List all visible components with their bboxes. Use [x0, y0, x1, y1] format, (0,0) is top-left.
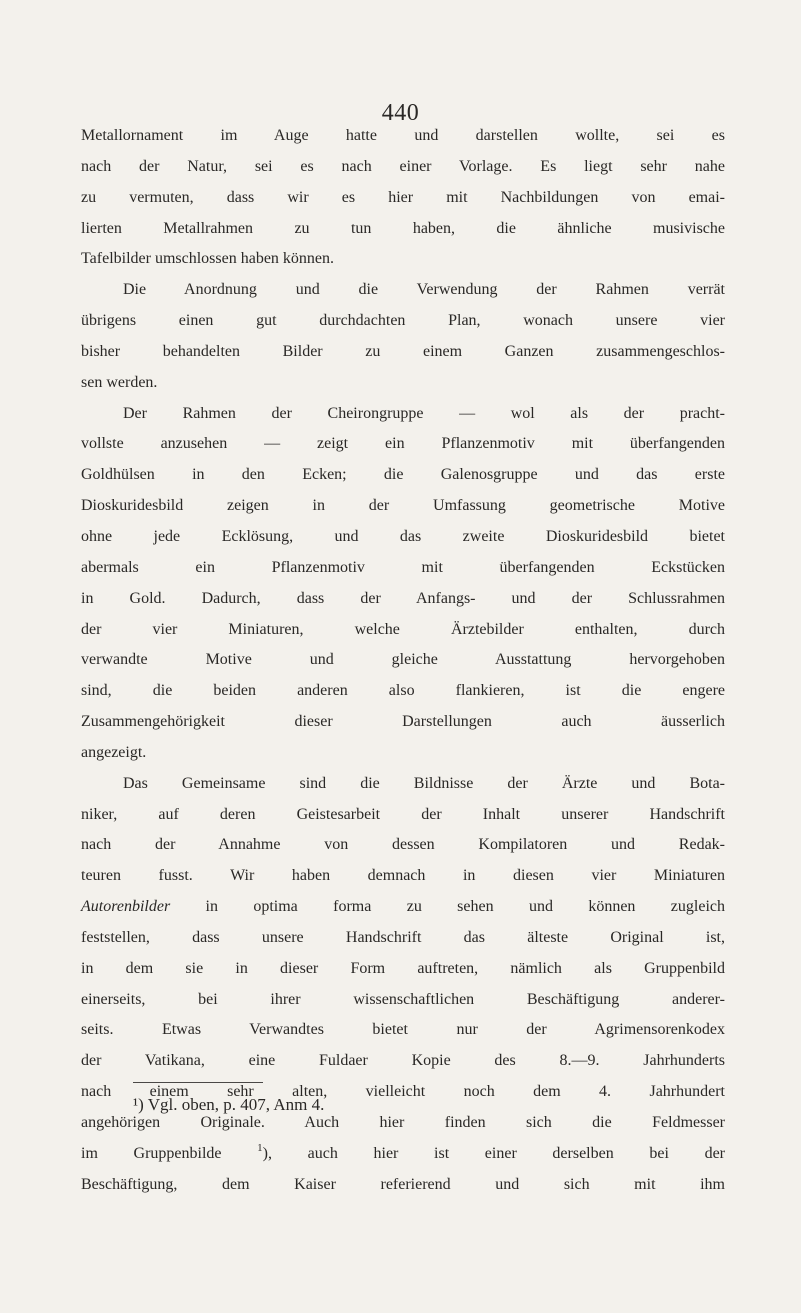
text-line: übrigens einen gut durchdachten Plan, wonach unsere vier	[81, 312, 725, 330]
text-line: sen werden.	[81, 373, 158, 391]
text-line: Metallornament im Auge hatte und darstellen wollte, sei es	[81, 127, 725, 144]
text-span: ), auch hier ist einer derselben bei der	[262, 1144, 725, 1162]
footnote-divider	[133, 1082, 263, 1083]
text-line: Der Rahmen der Cheirongruppe — wol als der pracht-	[123, 404, 725, 422]
text-line: Zusammengehörigkeit dieser Darstellungen auch äusserlich	[81, 713, 725, 731]
paragraph-2	[81, 281, 725, 404]
text-line	[81, 898, 725, 929]
paragraph-1	[81, 127, 725, 281]
text-line: angezeigt.	[81, 743, 147, 761]
text-line: Dioskuridesbild zeigen in der Umfassung geometrische Motive	[81, 497, 725, 515]
text-line: niker, auf deren Geistesarbeit der Inhalt unserer Handschrift	[81, 805, 725, 823]
text-line: in dem sie in dieser Form auftreten, nämlich als Gruppenbild	[81, 959, 725, 977]
footnote	[133, 1094, 324, 1116]
text-line: ohne jede Ecklösung, und das zweite Dioskuridesbild bietet	[81, 527, 725, 545]
text-line: verwandte Motive und gleiche Ausstattung hervorgehoben	[81, 651, 725, 669]
text-line: einerseits, bei ihrer wissenschaftlichen Beschäftigung anderer-	[81, 990, 725, 1008]
text-line: in Gold. Dadurch, dass der Anfangs- und der Schlussrahmen	[81, 589, 725, 607]
text-span: in optima forma zu sehen und können zugleich	[170, 898, 725, 916]
text-line: teuren fusst. Wir haben demnach in diesen vier Miniaturen	[81, 867, 725, 885]
text-line: angehörigen Originale. Auch hier finden sich die Feldmesser	[81, 1114, 725, 1131]
footnote-marker: ¹)	[133, 1095, 144, 1114]
text-line: abermals ein Pflanzenmotiv mit überfangenden Eckstücken	[81, 558, 725, 576]
text-line: nach der Natur, sei es nach einer Vorlage. Es liegt sehr nahe	[81, 157, 725, 175]
text-line: Tafelbilder umschlossen haben können.	[81, 250, 335, 268]
paragraph-3	[81, 405, 725, 775]
text-line: der Vatikana, eine Fuldaer Kopie des 8.—9. Jahrhunderts	[81, 1052, 725, 1070]
emphasized-term: Autorenbilder	[81, 898, 171, 916]
text-span: im Gruppenbilde	[81, 1144, 258, 1162]
text-line: vollste anzusehen — zeigt ein Pflanzenmotiv mit überfangenden	[81, 435, 725, 453]
text-line: lierten Metallrahmen zu tun haben, die ähnliche musivische	[81, 219, 725, 237]
text-line: sind, die beiden anderen also flankieren, ist die engere	[81, 682, 725, 700]
text-line: bisher behandelten Bilder zu einem Ganzen zusammengeschlos-	[81, 342, 725, 360]
text-line: feststellen, dass unsere Handschrift das älteste Original ist,	[81, 928, 725, 946]
paragraph-4	[81, 775, 725, 1207]
text-line: Das Gemeinsame sind die Bildnisse der Ärzte und Bota-	[123, 774, 725, 792]
text-line: der vier Miniaturen, welche Ärztebilder enthalten, durch	[81, 620, 725, 638]
text-line: seits. Etwas Verwandtes bietet nur der Agrimensorenkodex	[81, 1021, 725, 1039]
text-line: Die Anordnung und die Verwendung der Rahmen verrät	[123, 281, 725, 299]
text-line: nach der Annahme von dessen Kompilatoren und Redak-	[81, 836, 725, 854]
text-line: nach einem sehr alten, vielleicht noch dem 4. Jahrhundert	[81, 1083, 725, 1101]
footnote-text: Vgl. oben, p. 407, Anm 4.	[143, 1095, 325, 1114]
footnote-reference: 1	[257, 1141, 263, 1154]
text-line: Goldhülsen in den Ecken; die Galenosgruppe und das erste	[81, 466, 725, 484]
page-number: 440	[381, 100, 420, 126]
text-line	[81, 1141, 725, 1176]
text-line: Beschäftigung, dem Kaiser referierend und sich mit ihm	[81, 1175, 725, 1193]
text-line: zu vermuten, dass wir es hier mit Nachbildungen von emai-	[81, 188, 725, 206]
body-text	[81, 127, 725, 1207]
